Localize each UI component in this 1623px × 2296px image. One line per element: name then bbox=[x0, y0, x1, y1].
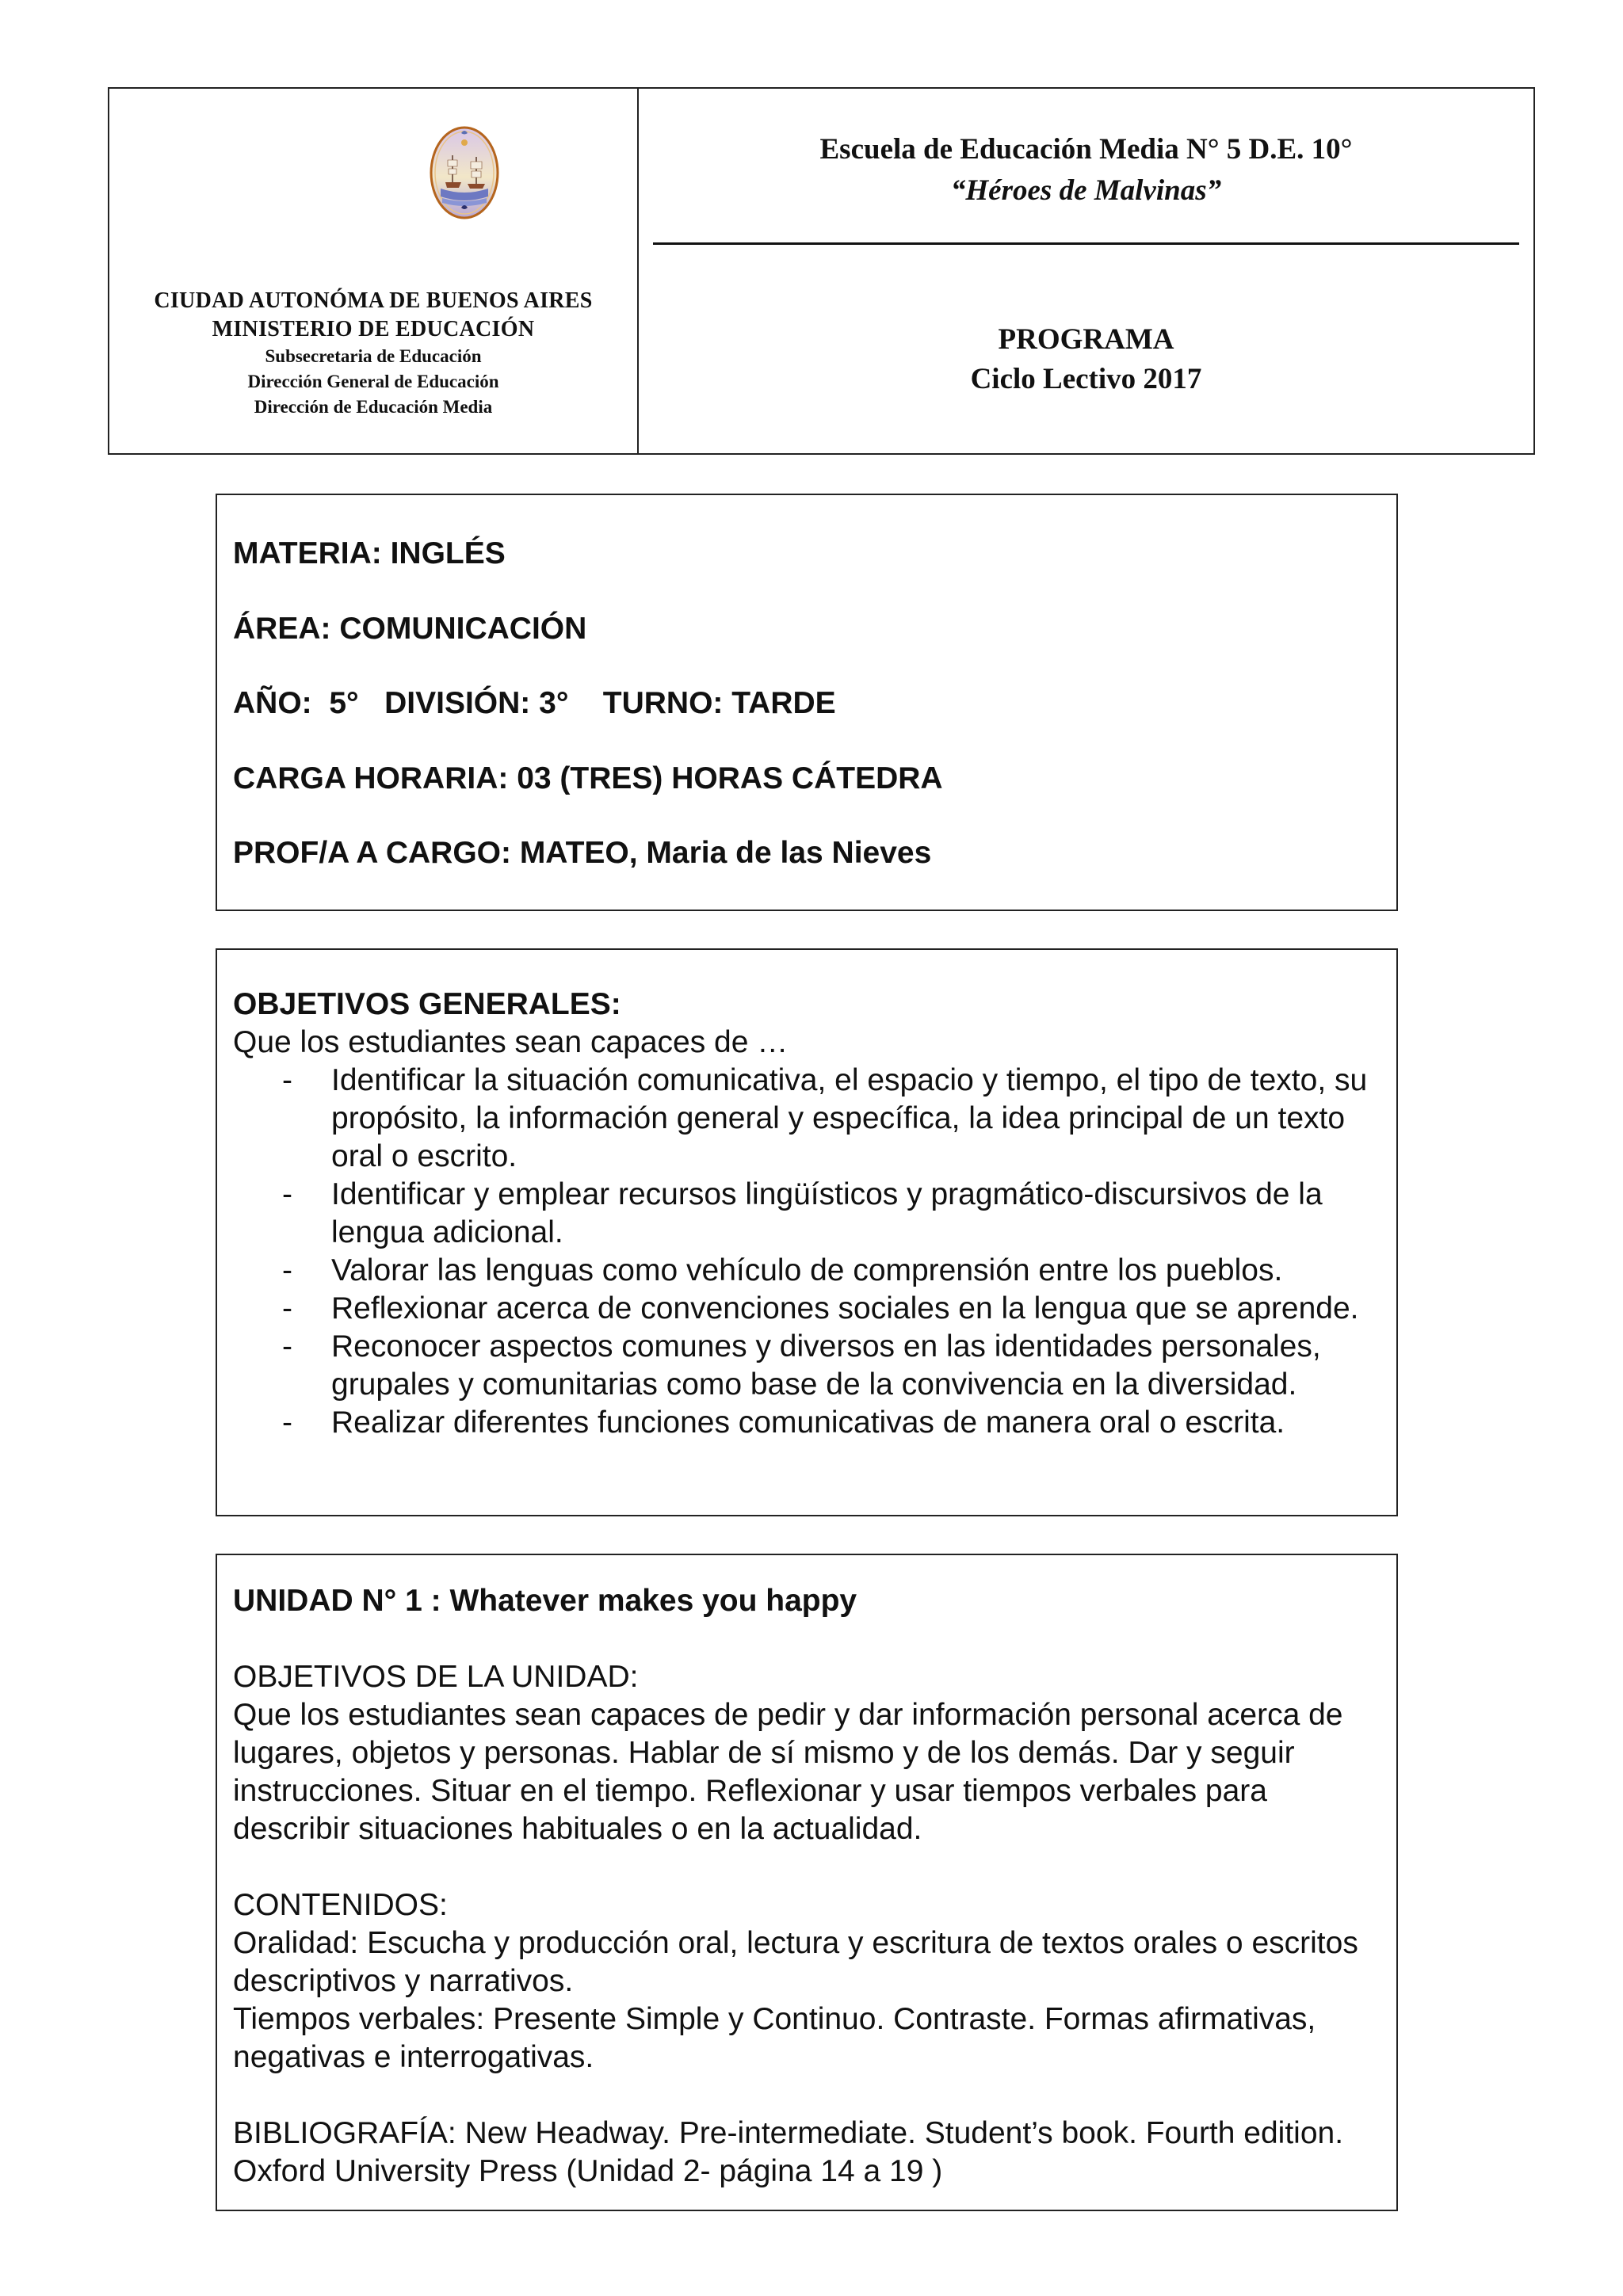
ministry-line-3: Subsecretaria de Educación bbox=[265, 346, 482, 366]
hours-line: CARGA HORARIA: 03 (TRES) HORAS CÁTEDRA bbox=[233, 761, 943, 795]
general-objectives-box bbox=[216, 948, 1398, 1516]
general-objectives-heading: OBJETIVOS GENERALES: bbox=[233, 987, 621, 1021]
list-item: - Identificar la situación comunicativa, el espacio y tiempo, el tipo de texto, su propósito, la información general y específica, la idea principal de un texto oral o escrito. bbox=[282, 1063, 1368, 1173]
unit-title: UNIDAD N° 1 : Whatever makes you happy bbox=[233, 1584, 857, 1618]
bibliography: BIBLIOGRAFÍA: New Headway. Pre-intermediate. Student’s book. Fourth edition. Oxford University Press (Unidad 2- página 14 a 19 ) bbox=[233, 2116, 1344, 2188]
contents-verb-tenses: Tiempos verbales: Presente Simple y Continuo. Contraste. Formas afirmativas, negativas e interrogativas. bbox=[233, 2002, 1316, 2074]
general-objectives-list bbox=[233, 1062, 1379, 1442]
ministry-line-4: Dirección General de Educación bbox=[247, 372, 499, 391]
ministry-line-2: MINISTERIO DE EDUCACIÓN bbox=[212, 317, 535, 341]
ministry-cell bbox=[109, 89, 639, 453]
unit-1-box bbox=[216, 1554, 1398, 2211]
school-motto: “Héroes de Malvinas” bbox=[950, 174, 1222, 207]
teacher-line: PROF/A A CARGO: MATEO, Maria de las Nieves bbox=[233, 836, 932, 870]
header-table bbox=[108, 87, 1535, 455]
contents-heading: CONTENIDOS: bbox=[233, 1888, 448, 1922]
course-info-box bbox=[216, 494, 1398, 911]
year-division-shift-line: AÑO: 5° DIVISIÓN: 3° TURNO: TARDE bbox=[233, 686, 836, 720]
area-line: ÁREA: COMUNICACIÓN bbox=[233, 612, 587, 646]
unit-objectives-heading: OBJETIVOS DE LA UNIDAD: bbox=[233, 1660, 639, 1694]
city-seal-icon bbox=[430, 125, 499, 220]
program-title: PROGRAMA bbox=[998, 323, 1174, 356]
list-item: - Reflexionar acerca de convenciones sociales en la lengua que se aprende. bbox=[282, 1291, 1359, 1325]
school-name: Escuela de Educación Media N° 5 D.E. 10° bbox=[819, 133, 1353, 166]
list-item: - Identificar y emplear recursos lingüísticos y pragmático-discursivos de la lengua adicional. bbox=[282, 1177, 1323, 1249]
ministry-block bbox=[109, 287, 637, 420]
ministry-line-5: Dirección de Educación Media bbox=[254, 397, 493, 417]
school-cell bbox=[639, 89, 1533, 453]
list-item: - Realizar diferentes funciones comunicativas de manera oral o escrita. bbox=[282, 1405, 1285, 1440]
list-item: - Reconocer aspectos comunes y diversos en las identidades personales, grupales y comunitarias como base de la convivencia en la diversidad. bbox=[282, 1329, 1321, 1402]
contents-oralidad: Oralidad: Escucha y producción oral, lectura y escritura de textos orales o escritos descriptivos y narrativos. bbox=[233, 1926, 1358, 1998]
header-divider bbox=[653, 242, 1519, 245]
list-item: - Valorar las lenguas como vehículo de comprensión entre los pueblos. bbox=[282, 1253, 1283, 1287]
program-year: Ciclo Lectivo 2017 bbox=[970, 363, 1202, 395]
general-objectives-intro: Que los estudiantes sean capaces de … bbox=[233, 1025, 789, 1059]
ministry-line-1: CIUDAD AUTONÓMA DE BUENOS AIRES bbox=[154, 288, 593, 313]
unit-objectives-text: Que los estudiantes sean capaces de pedir y dar información personal acerca de lugares, objetos y personas. Hablar de sí mismo y de los demás. Dar y seguir instrucciones. Situar en el tiempo. Reflexionar y usar tiempos verbales para describir situaciones habituales o en la actualidad. bbox=[233, 1698, 1343, 1846]
materia-line: MATERIA: INGLÉS bbox=[233, 536, 506, 570]
